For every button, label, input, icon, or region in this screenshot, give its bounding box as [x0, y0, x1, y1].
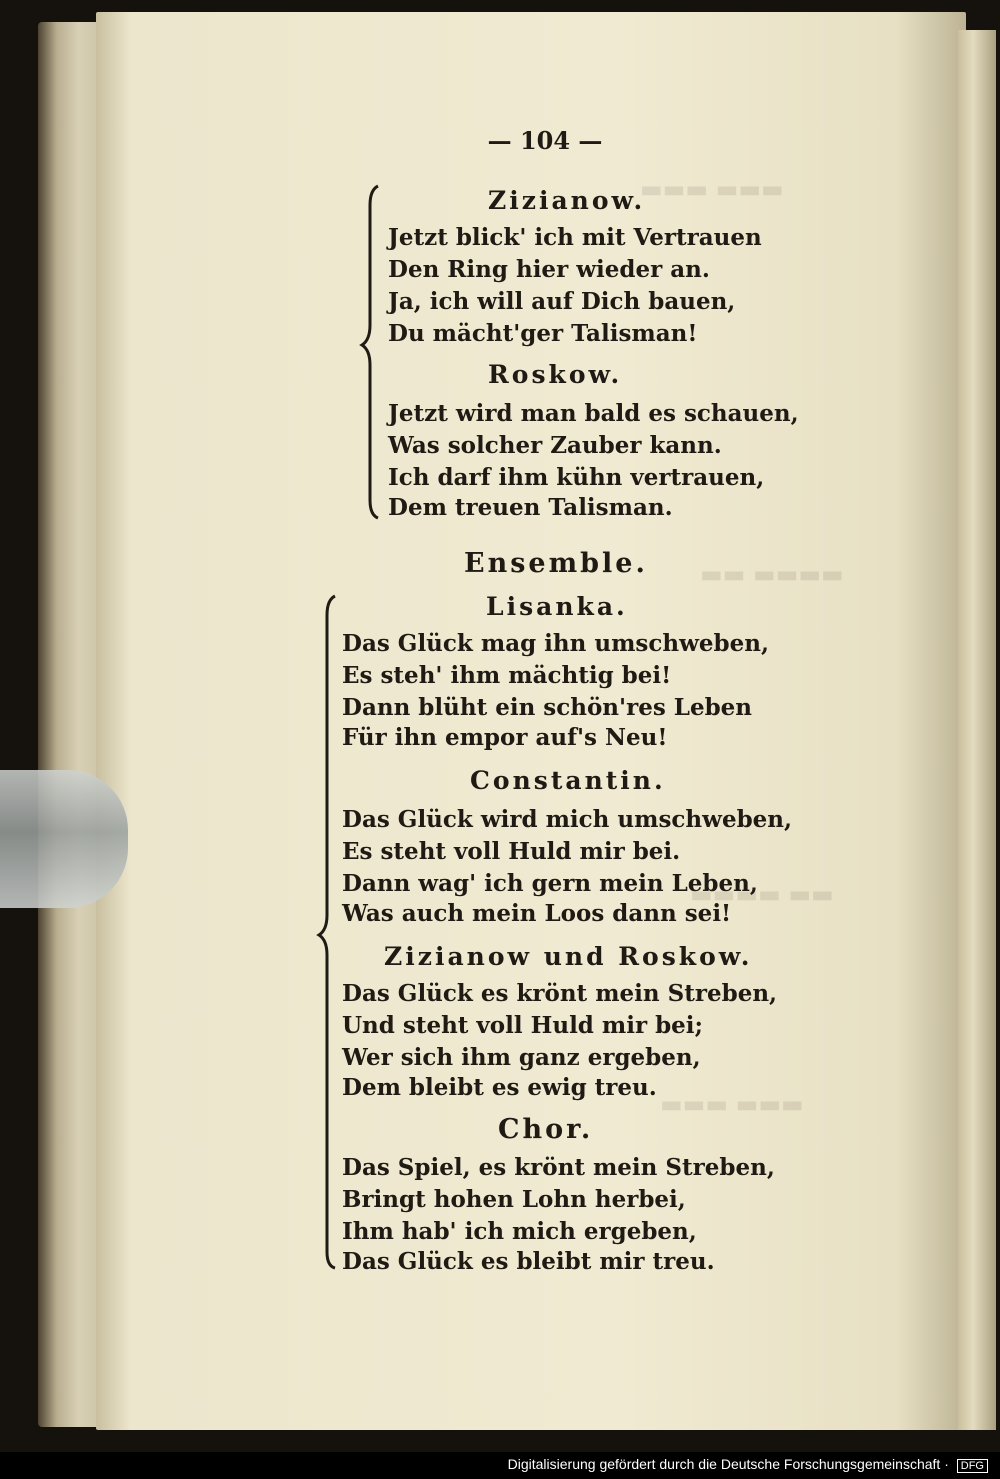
verse-line: Bringt hohen Lohn herbei,: [342, 1186, 686, 1213]
bleed-through-mark: ▬▬▬ ▬▬▬: [660, 1090, 804, 1118]
dfg-logo: DFG: [957, 1459, 988, 1473]
speaker-heading: Constantin.: [470, 766, 666, 795]
bleed-through-mark: ▬▬▬ ▬▬▬: [640, 175, 784, 203]
bleed-through-mark: ▬▬▬▬ ▬▬: [690, 880, 834, 908]
verse-line: Dem treuen Talisman.: [388, 494, 673, 521]
speaker-heading: Zizianow und Roskow.: [384, 942, 753, 971]
verse-line: Den Ring hier wieder an.: [388, 256, 710, 283]
verse-line: Jetzt wird man bald es schauen,: [388, 400, 799, 427]
verse-line: Und steht voll Huld mir bei;: [342, 1012, 704, 1039]
verse-line: Das Glück wird mich umschweben,: [342, 806, 793, 833]
verse-line: Dann blüht ein schön'res Leben: [342, 694, 753, 721]
brace-top: [362, 186, 378, 518]
verse-line: Das Spiel, es krönt mein Streben,: [342, 1154, 775, 1181]
verse-line: Du mächt'ger Talisman!: [388, 320, 698, 347]
verse-line: Ich darf ihm kühn vertrauen,: [388, 464, 765, 491]
section-heading: Ensemble.: [464, 548, 648, 579]
verse-line: Es steh' ihm mächtig bei!: [342, 662, 672, 689]
verse-line: Was auch mein Loos dann sei!: [342, 900, 732, 927]
verse-line: Für ihn empor auf's Neu!: [342, 724, 668, 751]
page-number: — 104 —: [487, 126, 603, 155]
verse-line: Das Glück es bleibt mir treu.: [342, 1248, 715, 1275]
speaker-heading: Zizianow.: [488, 186, 646, 215]
bleed-through-mark: ▬▬ ▬▬▬▬: [700, 560, 844, 588]
verse-line: Das Glück es krönt mein Streben,: [342, 980, 778, 1007]
footer-credit: Digitalisierung gefördert durch die Deutsche Forschungsgemeinschaft · DFG: [508, 1456, 988, 1473]
verse-line: Dann wag' ich gern mein Leben,: [342, 870, 758, 897]
verse-line: Wer sich ihm ganz ergeben,: [342, 1044, 701, 1071]
speaker-heading: Roskow.: [488, 360, 623, 389]
verse-line: Jetzt blick' ich mit Vertrauen: [388, 224, 762, 251]
verse-line: Ja, ich will auf Dich bauen,: [388, 288, 736, 315]
verse-line: Ihm hab' ich mich ergeben,: [342, 1218, 697, 1245]
funding-credit-text: Digitalisierung gefördert durch die Deutsche Forschungsgemeinschaft: [507, 1456, 941, 1472]
footer-bar: [0, 1452, 1000, 1479]
verse-line: Was solcher Zauber kann.: [388, 432, 722, 459]
verse-line: Es steht voll Huld mir bei.: [342, 838, 681, 865]
section-heading: Chor.: [498, 1114, 594, 1145]
verse-line: Das Glück mag ihn umschweben,: [342, 630, 769, 657]
verse-line: Dem bleibt es ewig treu.: [342, 1074, 657, 1101]
brace-bottom: [319, 596, 335, 1268]
speaker-heading: Lisanka.: [486, 592, 628, 621]
